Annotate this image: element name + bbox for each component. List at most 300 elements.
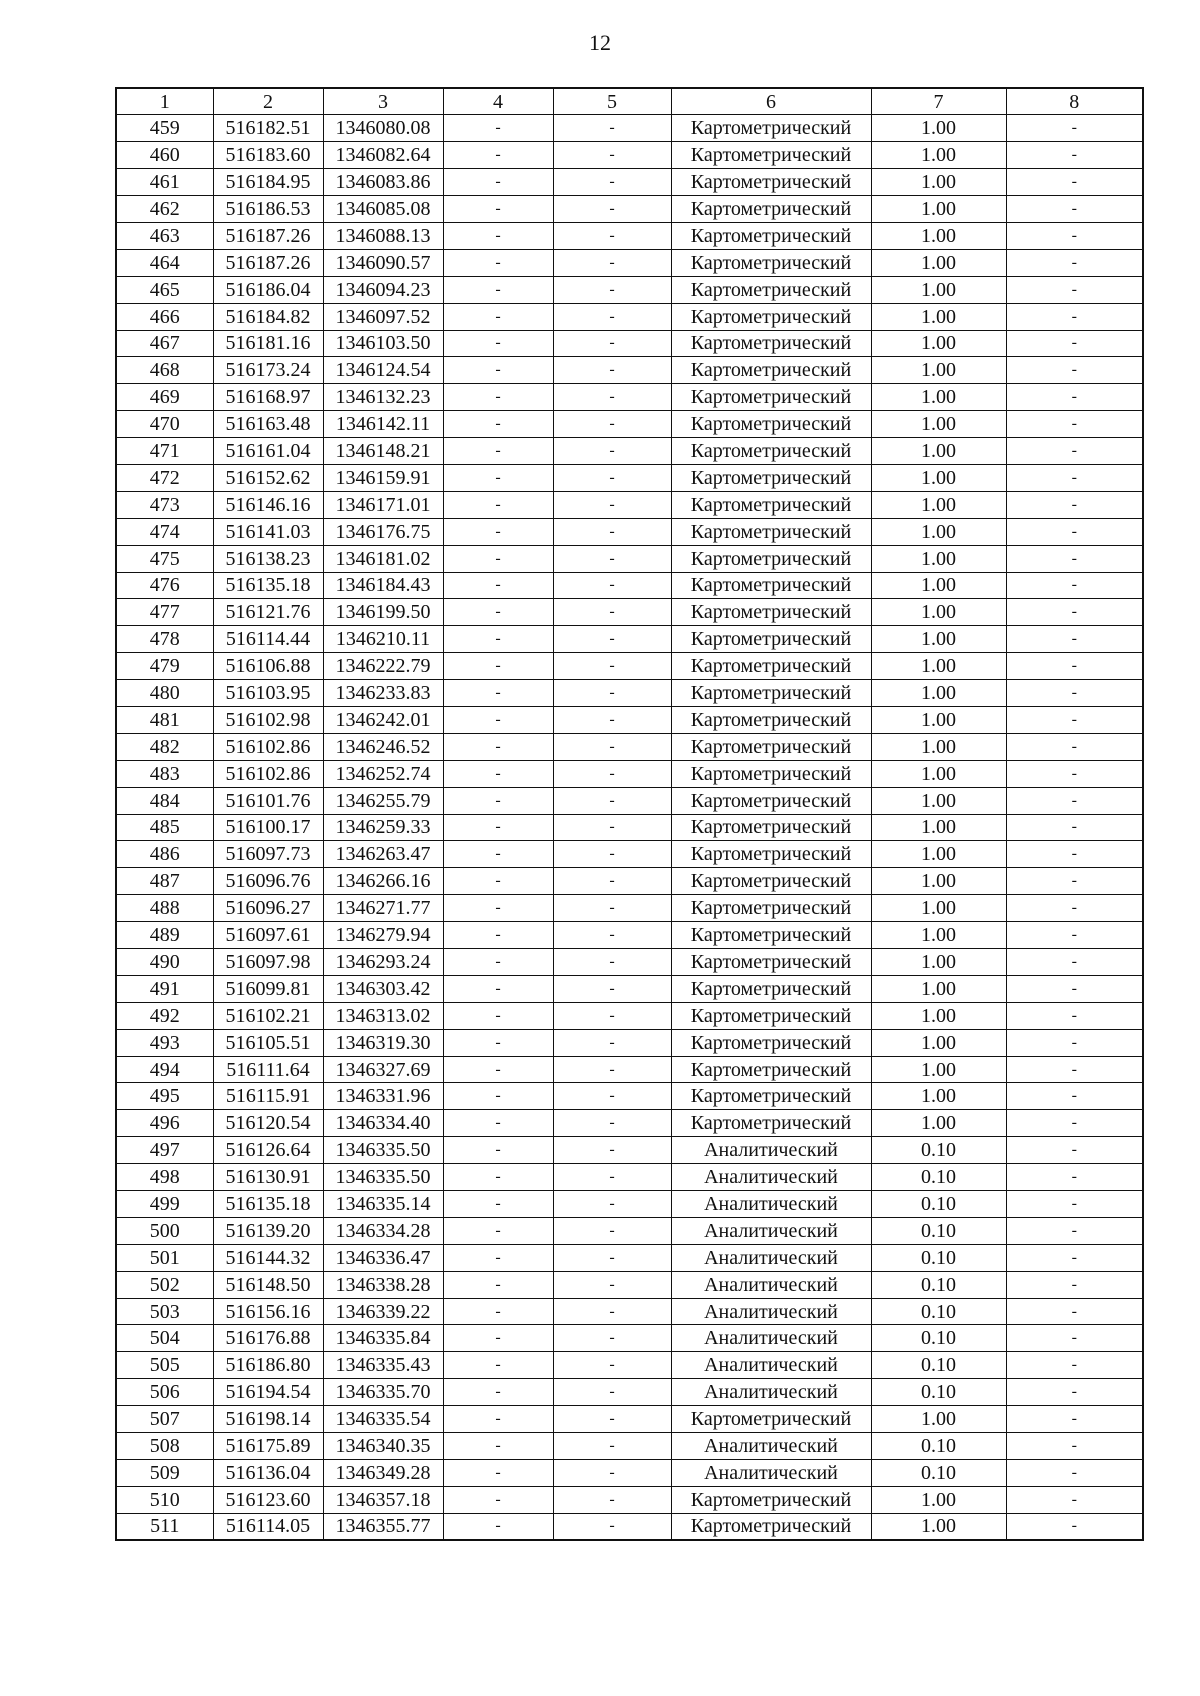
method-cell: Картометрический [671,895,871,922]
method-cell: Картометрический [671,975,871,1002]
column-8-cell: - [1006,115,1143,142]
accuracy-cell: 1.00 [871,868,1006,895]
y-coordinate-cell: 1346334.40 [323,1110,443,1137]
method-cell: Картометрический [671,222,871,249]
point-number-cell: 501 [116,1244,213,1271]
x-coordinate-cell: 516173.24 [213,357,323,384]
point-number-cell: 474 [116,518,213,545]
column-8-cell: - [1006,169,1143,196]
accuracy-cell: 1.00 [871,949,1006,976]
method-cell: Картометрический [671,599,871,626]
column-4-cell: - [443,1029,553,1056]
column-4-cell: - [443,1406,553,1433]
y-coordinate-cell: 1346199.50 [323,599,443,626]
accuracy-cell: 1.00 [871,922,1006,949]
y-coordinate-cell: 1346335.43 [323,1352,443,1379]
column-header: 1 [116,88,213,115]
method-cell: Картометрический [671,438,871,465]
column-4-cell: - [443,142,553,169]
table-row [116,545,1143,572]
column-8-cell: - [1006,303,1143,330]
column-4-cell: - [443,169,553,196]
x-coordinate-cell: 516181.16 [213,330,323,357]
table-row [116,303,1143,330]
y-coordinate-cell: 1346355.77 [323,1513,443,1540]
x-coordinate-cell: 516105.51 [213,1029,323,1056]
column-8-cell: - [1006,922,1143,949]
method-cell: Аналитический [671,1379,871,1406]
y-coordinate-cell: 1346266.16 [323,868,443,895]
column-5-cell: - [553,653,671,680]
table-row [116,1029,1143,1056]
point-number-cell: 475 [116,545,213,572]
column-5-cell: - [553,949,671,976]
x-coordinate-cell: 516183.60 [213,142,323,169]
point-number-cell: 471 [116,438,213,465]
x-coordinate-cell: 516100.17 [213,814,323,841]
method-cell: Картометрический [671,115,871,142]
column-4-cell: - [443,895,553,922]
accuracy-cell: 1.00 [871,196,1006,223]
accuracy-cell: 1.00 [871,1513,1006,1540]
method-cell: Картометрический [671,518,871,545]
column-4-cell: - [443,760,553,787]
point-number-cell: 503 [116,1298,213,1325]
point-number-cell: 488 [116,895,213,922]
x-coordinate-cell: 516152.62 [213,464,323,491]
column-5-cell: - [553,1191,671,1218]
x-coordinate-cell: 516115.91 [213,1083,323,1110]
coordinates-table [115,87,1144,1541]
x-coordinate-cell: 516130.91 [213,1164,323,1191]
point-number-cell: 463 [116,222,213,249]
column-4-cell: - [443,411,553,438]
table-row [116,787,1143,814]
column-5-cell: - [553,922,671,949]
column-5-cell: - [553,438,671,465]
method-cell: Аналитический [671,1433,871,1460]
y-coordinate-cell: 1346222.79 [323,653,443,680]
column-header: 2 [213,88,323,115]
column-8-cell: - [1006,868,1143,895]
x-coordinate-cell: 516114.05 [213,1513,323,1540]
column-4-cell: - [443,222,553,249]
y-coordinate-cell: 1346349.28 [323,1459,443,1486]
column-8-cell: - [1006,438,1143,465]
y-coordinate-cell: 1346335.50 [323,1137,443,1164]
x-coordinate-cell: 516182.51 [213,115,323,142]
accuracy-cell: 1.00 [871,222,1006,249]
point-number-cell: 462 [116,196,213,223]
column-8-cell: - [1006,760,1143,787]
column-4-cell: - [443,706,553,733]
point-number-cell: 493 [116,1029,213,1056]
table-row [116,626,1143,653]
table-row [116,1325,1143,1352]
accuracy-cell: 1.00 [871,303,1006,330]
column-8-cell: - [1006,1164,1143,1191]
column-5-cell: - [553,384,671,411]
column-4-cell: - [443,1486,553,1513]
column-4-cell: - [443,975,553,1002]
y-coordinate-cell: 1346097.52 [323,303,443,330]
y-coordinate-cell: 1346090.57 [323,249,443,276]
column-8-cell: - [1006,249,1143,276]
y-coordinate-cell: 1346340.35 [323,1433,443,1460]
x-coordinate-cell: 516135.18 [213,1191,323,1218]
accuracy-cell: 1.00 [871,653,1006,680]
accuracy-cell: 1.00 [871,572,1006,599]
column-5-cell: - [553,599,671,626]
point-number-cell: 487 [116,868,213,895]
point-number-cell: 500 [116,1217,213,1244]
point-number-cell: 499 [116,1191,213,1218]
accuracy-cell: 0.10 [871,1244,1006,1271]
accuracy-cell: 1.00 [871,115,1006,142]
column-header: 7 [871,88,1006,115]
method-cell: Аналитический [671,1217,871,1244]
method-cell: Аналитический [671,1325,871,1352]
accuracy-cell: 0.10 [871,1298,1006,1325]
table-row [116,1164,1143,1191]
column-8-cell: - [1006,975,1143,1002]
column-5-cell: - [553,1406,671,1433]
accuracy-cell: 1.00 [871,895,1006,922]
column-8-cell: - [1006,1029,1143,1056]
method-cell: Картометрический [671,464,871,491]
point-number-cell: 469 [116,384,213,411]
y-coordinate-cell: 1346103.50 [323,330,443,357]
column-8-cell: - [1006,680,1143,707]
column-8-cell: - [1006,518,1143,545]
y-coordinate-cell: 1346176.75 [323,518,443,545]
table-row [116,1298,1143,1325]
table-row [116,222,1143,249]
point-number-cell: 498 [116,1164,213,1191]
column-5-cell: - [553,1029,671,1056]
column-header: 3 [323,88,443,115]
x-coordinate-cell: 516187.26 [213,222,323,249]
method-cell: Картометрический [671,1486,871,1513]
column-8-cell: - [1006,1298,1143,1325]
method-cell: Картометрический [671,572,871,599]
column-5-cell: - [553,626,671,653]
column-4-cell: - [443,733,553,760]
column-5-cell: - [553,357,671,384]
table-row [116,706,1143,733]
accuracy-cell: 1.00 [871,545,1006,572]
column-5-cell: - [553,115,671,142]
method-cell: Картометрический [671,841,871,868]
column-4-cell: - [443,1056,553,1083]
x-coordinate-cell: 516144.32 [213,1244,323,1271]
method-cell: Картометрический [671,545,871,572]
column-5-cell: - [553,841,671,868]
column-8-cell: - [1006,357,1143,384]
x-coordinate-cell: 516102.86 [213,733,323,760]
column-8-cell: - [1006,1513,1143,1540]
x-coordinate-cell: 516141.03 [213,518,323,545]
point-number-cell: 476 [116,572,213,599]
y-coordinate-cell: 1346088.13 [323,222,443,249]
point-number-cell: 464 [116,249,213,276]
y-coordinate-cell: 1346184.43 [323,572,443,599]
y-coordinate-cell: 1346142.11 [323,411,443,438]
accuracy-cell: 1.00 [871,330,1006,357]
column-5-cell: - [553,895,671,922]
method-cell: Картометрический [671,142,871,169]
column-4-cell: - [443,1217,553,1244]
y-coordinate-cell: 1346124.54 [323,357,443,384]
column-8-cell: - [1006,545,1143,572]
table-row [116,411,1143,438]
column-8-cell: - [1006,1433,1143,1460]
table-row [116,1486,1143,1513]
column-5-cell: - [553,1379,671,1406]
accuracy-cell: 1.00 [871,411,1006,438]
point-number-cell: 467 [116,330,213,357]
accuracy-cell: 1.00 [871,680,1006,707]
method-cell: Аналитический [671,1137,871,1164]
x-coordinate-cell: 516163.48 [213,411,323,438]
y-coordinate-cell: 1346313.02 [323,1002,443,1029]
accuracy-cell: 1.00 [871,438,1006,465]
method-cell: Картометрический [671,868,871,895]
column-4-cell: - [443,491,553,518]
column-4-cell: - [443,572,553,599]
column-5-cell: - [553,1244,671,1271]
y-coordinate-cell: 1346148.21 [323,438,443,465]
table-row [116,518,1143,545]
x-coordinate-cell: 516146.16 [213,491,323,518]
x-coordinate-cell: 516123.60 [213,1486,323,1513]
x-coordinate-cell: 516103.95 [213,680,323,707]
column-8-cell: - [1006,1083,1143,1110]
point-number-cell: 485 [116,814,213,841]
accuracy-cell: 0.10 [871,1217,1006,1244]
y-coordinate-cell: 1346339.22 [323,1298,443,1325]
accuracy-cell: 0.10 [871,1379,1006,1406]
method-cell: Картометрический [671,733,871,760]
y-coordinate-cell: 1346331.96 [323,1083,443,1110]
accuracy-cell: 1.00 [871,599,1006,626]
x-coordinate-cell: 516186.04 [213,276,323,303]
accuracy-cell: 1.00 [871,276,1006,303]
y-coordinate-cell: 1346233.83 [323,680,443,707]
column-5-cell: - [553,1056,671,1083]
y-coordinate-cell: 1346335.54 [323,1406,443,1433]
method-cell: Картометрический [671,626,871,653]
point-number-cell: 484 [116,787,213,814]
column-4-cell: - [443,814,553,841]
table-row [116,895,1143,922]
column-8-cell: - [1006,330,1143,357]
column-8-cell: - [1006,411,1143,438]
x-coordinate-cell: 516102.21 [213,1002,323,1029]
table-row [116,1217,1143,1244]
y-coordinate-cell: 1346259.33 [323,814,443,841]
column-4-cell: - [443,653,553,680]
y-coordinate-cell: 1346271.77 [323,895,443,922]
column-5-cell: - [553,1433,671,1460]
table-row [116,760,1143,787]
x-coordinate-cell: 516120.54 [213,1110,323,1137]
method-cell: Картометрический [671,169,871,196]
method-cell: Аналитический [671,1352,871,1379]
column-8-cell: - [1006,733,1143,760]
column-header: 6 [671,88,871,115]
column-5-cell: - [553,1164,671,1191]
accuracy-cell: 0.10 [871,1325,1006,1352]
column-5-cell: - [553,1271,671,1298]
x-coordinate-cell: 516186.53 [213,196,323,223]
column-4-cell: - [443,868,553,895]
y-coordinate-cell: 1346082.64 [323,142,443,169]
accuracy-cell: 1.00 [871,1056,1006,1083]
column-4-cell: - [443,1110,553,1137]
point-number-cell: 496 [116,1110,213,1137]
accuracy-cell: 1.00 [871,1406,1006,1433]
column-8-cell: - [1006,1137,1143,1164]
x-coordinate-cell: 516198.14 [213,1406,323,1433]
table-row [116,115,1143,142]
point-number-cell: 504 [116,1325,213,1352]
method-cell: Аналитический [671,1244,871,1271]
accuracy-cell: 1.00 [871,626,1006,653]
column-header: 4 [443,88,553,115]
column-5-cell: - [553,196,671,223]
table-row [116,464,1143,491]
column-5-cell: - [553,1325,671,1352]
table-header-row [116,88,1143,115]
column-5-cell: - [553,572,671,599]
column-5-cell: - [553,464,671,491]
method-cell: Аналитический [671,1271,871,1298]
accuracy-cell: 1.00 [871,491,1006,518]
point-number-cell: 461 [116,169,213,196]
table-row [116,975,1143,1002]
table-row [116,868,1143,895]
column-8-cell: - [1006,491,1143,518]
column-8-cell: - [1006,1217,1143,1244]
column-5-cell: - [553,491,671,518]
point-number-cell: 508 [116,1433,213,1460]
accuracy-cell: 1.00 [871,733,1006,760]
accuracy-cell: 1.00 [871,1110,1006,1137]
y-coordinate-cell: 1346327.69 [323,1056,443,1083]
column-4-cell: - [443,1271,553,1298]
method-cell: Картометрический [671,1406,871,1433]
table-row [116,599,1143,626]
column-4-cell: - [443,841,553,868]
point-number-cell: 489 [116,922,213,949]
y-coordinate-cell: 1346242.01 [323,706,443,733]
x-coordinate-cell: 516156.16 [213,1298,323,1325]
x-coordinate-cell: 516097.61 [213,922,323,949]
column-8-cell: - [1006,1459,1143,1486]
method-cell: Картометрический [671,1513,871,1540]
y-coordinate-cell: 1346080.08 [323,115,443,142]
x-coordinate-cell: 516099.81 [213,975,323,1002]
point-number-cell: 465 [116,276,213,303]
column-8-cell: - [1006,1002,1143,1029]
page-number: 12 [589,30,611,55]
column-4-cell: - [443,1379,553,1406]
accuracy-cell: 1.00 [871,357,1006,384]
method-cell: Аналитический [671,1164,871,1191]
method-cell: Картометрический [671,330,871,357]
column-5-cell: - [553,975,671,1002]
table-row [116,1379,1143,1406]
method-cell: Картометрический [671,1110,871,1137]
column-4-cell: - [443,1002,553,1029]
point-number-cell: 459 [116,115,213,142]
column-8-cell: - [1006,1110,1143,1137]
table-row [116,1002,1143,1029]
table-row [116,733,1143,760]
column-4-cell: - [443,438,553,465]
accuracy-cell: 1.00 [871,787,1006,814]
y-coordinate-cell: 1346252.74 [323,760,443,787]
table-row [116,438,1143,465]
accuracy-cell: 1.00 [871,841,1006,868]
method-cell: Картометрический [671,303,871,330]
column-8-cell: - [1006,626,1143,653]
x-coordinate-cell: 516187.26 [213,249,323,276]
x-coordinate-cell: 516135.18 [213,572,323,599]
table-row [116,1271,1143,1298]
column-4-cell: - [443,330,553,357]
column-5-cell: - [553,249,671,276]
column-5-cell: - [553,276,671,303]
y-coordinate-cell: 1346094.23 [323,276,443,303]
column-4-cell: - [443,1083,553,1110]
accuracy-cell: 1.00 [871,706,1006,733]
column-4-cell: - [443,1325,553,1352]
point-number-cell: 482 [116,733,213,760]
method-cell: Картометрический [671,249,871,276]
x-coordinate-cell: 516161.04 [213,438,323,465]
point-number-cell: 477 [116,599,213,626]
column-4-cell: - [443,787,553,814]
method-cell: Картометрический [671,1029,871,1056]
column-4-cell: - [443,599,553,626]
accuracy-cell: 1.00 [871,1029,1006,1056]
x-coordinate-cell: 516126.64 [213,1137,323,1164]
column-5-cell: - [553,760,671,787]
column-4-cell: - [443,1352,553,1379]
y-coordinate-cell: 1346357.18 [323,1486,443,1513]
column-8-cell: - [1006,1271,1143,1298]
y-coordinate-cell: 1346334.28 [323,1217,443,1244]
table-row [116,814,1143,841]
column-8-cell: - [1006,1325,1143,1352]
table-row [116,249,1143,276]
column-4-cell: - [443,680,553,707]
x-coordinate-cell: 516139.20 [213,1217,323,1244]
column-4-cell: - [443,949,553,976]
x-coordinate-cell: 516148.50 [213,1271,323,1298]
column-5-cell: - [553,1486,671,1513]
column-8-cell: - [1006,276,1143,303]
column-8-cell: - [1006,572,1143,599]
point-number-cell: 473 [116,491,213,518]
column-5-cell: - [553,1298,671,1325]
point-number-cell: 490 [116,949,213,976]
table-row [116,680,1143,707]
column-8-cell: - [1006,1486,1143,1513]
table-row [116,276,1143,303]
